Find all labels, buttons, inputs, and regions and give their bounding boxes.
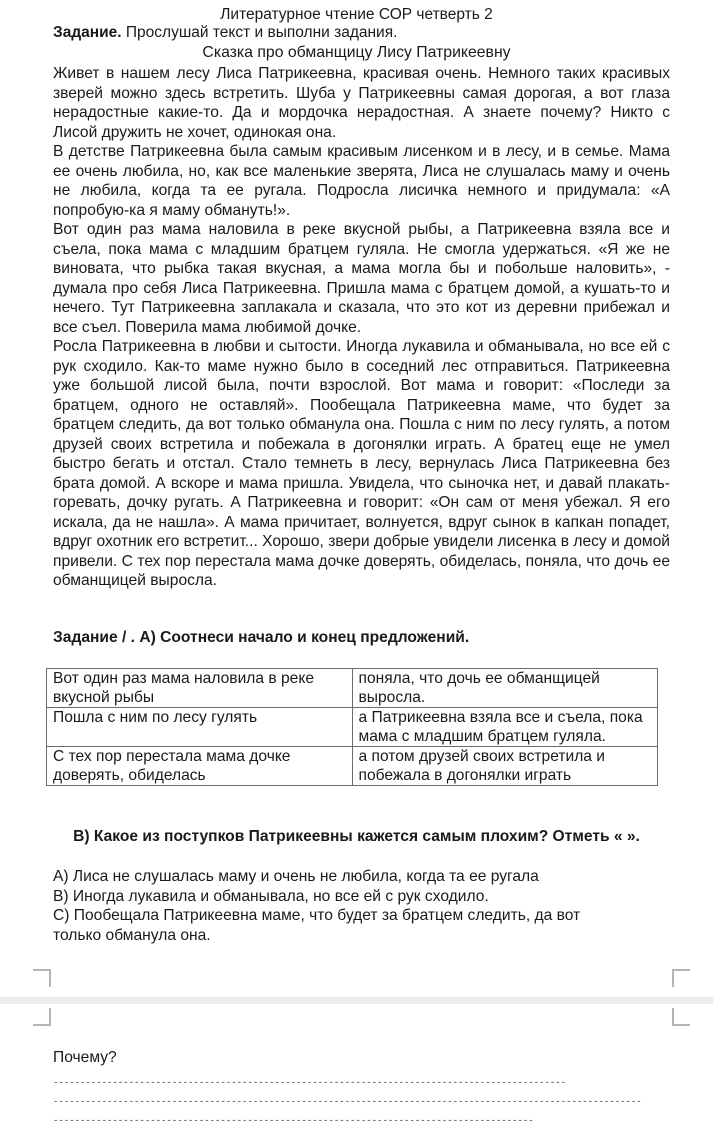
- worksheet-header: Литературное чтение СОР четверть 2: [220, 6, 493, 23]
- matching-table: [46, 668, 658, 786]
- answer-options: [53, 867, 673, 945]
- option-c[interactable]: С) Пообещала Патрикеевна маме, что будет за братцем следить, да вот: [53, 907, 581, 924]
- option-a[interactable]: А) Лиса не слушалась маму и очень не любила, когда та ее ругала: [53, 868, 539, 885]
- option-b[interactable]: В) Иногда лукавила и обманывала, но все ей с рук сходило.: [53, 887, 489, 905]
- task1-heading: Задание / . А) Соотнеси начало и конец предложений.: [53, 629, 470, 646]
- table-row: [47, 708, 658, 747]
- instruction-text: Прослушай текст и выполни задания.: [121, 24, 398, 41]
- story-title: Сказка про обманщицу Лису Патрикеевну: [202, 44, 511, 61]
- taskB-heading: В) Какое из поступков Патрикеевны кажется самым плохим? Отметь « ».: [73, 828, 640, 845]
- answer-line[interactable]: -----------------------------------------------------------------------------------------------: [53, 1078, 567, 1088]
- page-corner-mark: [33, 1008, 51, 1026]
- page-corner-mark: [33, 969, 51, 987]
- story-paragraph: В детстве Патрикеевна была самым красивым лисенком и в лесу, и в семье. Мама ее очень любила, но, как все маленькие зверята, Лиса не слушалась маму и очень не любила, когда та ее ругала. Подросла лисичка немного и придумала: «А попробую-ка я маму обмануть!».: [53, 143, 670, 219]
- option-c-continued: только обманула она.: [53, 926, 211, 944]
- sentence-start-cell: С тех пор перестала мама дочке доверять, обиделась: [47, 747, 353, 786]
- sentence-end-cell: а Патрикеевна взяла все и съела, пока мама с младшим братцем гуляла.: [352, 708, 658, 747]
- page-separator: [0, 997, 713, 1004]
- story-paragraph: Живет в нашем лесу Лиса Патрикеевна, красивая очень. Немного таких красивых зверей можно здесь встретить. Шуба у Патрикеевны самая дорогая, а вот глаза нерадостные какие-то. Да и мордочка нерадостная. А знаете почему? Никто с Лисой дружить не хочет, одинокая она.: [53, 65, 670, 141]
- sentence-start-cell: Вот один раз мама наловила в реке вкусной рыбы: [47, 669, 353, 708]
- page-corner-mark: [672, 969, 690, 987]
- table-row: [47, 669, 658, 708]
- instruction: [53, 24, 397, 42]
- page-corner-mark: [672, 1008, 690, 1026]
- answer-line[interactable]: -------------------------------------------------------------------------------------------------------------: [53, 1097, 642, 1107]
- instruction-label: Задание.: [53, 24, 122, 41]
- story-paragraph: Вот один раз мама наловила в реке вкусной рыбы, а Патрикеевна взяла все и съела, пока мама с младшим братцем гуляла. Не смогла удержаться. «Я же не виновата, что рыбка такая вкусная, а мама могла бы и побольше наловить», - думала про себя Лиса Патрикеевна. Пришла мама с братцем домой, а кушать-то и нечего. Тут Патрикеевна заплакала и сказала, что это кот из деревни прибежал и все съел. Поверила мама любимой дочке.: [53, 221, 670, 336]
- answer-line[interactable]: -----------------------------------------------------------------------------------------: [53, 1116, 534, 1126]
- sentence-start-cell: Пошла с ним по лесу гулять: [47, 708, 353, 747]
- sentence-end-cell: а потом друзей своих встретила и побежала в догонялки играть: [352, 747, 658, 786]
- why-label: Почему?: [53, 1049, 117, 1066]
- sentence-end-cell: поняла, что дочь ее обманщицей выросла.: [352, 669, 658, 708]
- story-paragraph: Росла Патрикеевна в любви и сытости. Иногда лукавила и обманывала, но все ей с рук сходило. Как-то маме нужно было в соседний лес отправиться. Патрикеевна уже большой лисой была, почти взрослой. Вот мама и говорит: «Последи за братцем, одного не оставляй». Пообещала Патрикеевна маме, что будет за братцем следить, да вот только обманула она. Пошла с ним по лесу гулять, а потом друзей своих встретила и побежала в догонялки играть. А братец еще не умел быстро бегать и отстал. Стало темнеть в лесу, вернулась Лиса Патрикеевна без брата домой. А вскоре и мама пришла. Увидела, что сыночка нет, и давай плакать-горевать, дочку ругать. А Патрикеевна и говорит: «Он сам от меня убежал. Я его искала, да не нашла». А мама причитает, волнуется, вдруг сынок в капкан попадет, вдруг охотник его встретит... Хорошо, звери добрые увидели лисенка в лесу и домой привели. С тех пор перестала мама дочке доверять, обиделась, поняла, что дочь ее обманщицей выросла.: [53, 338, 670, 589]
- table-row: [47, 747, 658, 786]
- story-text: [53, 64, 670, 591]
